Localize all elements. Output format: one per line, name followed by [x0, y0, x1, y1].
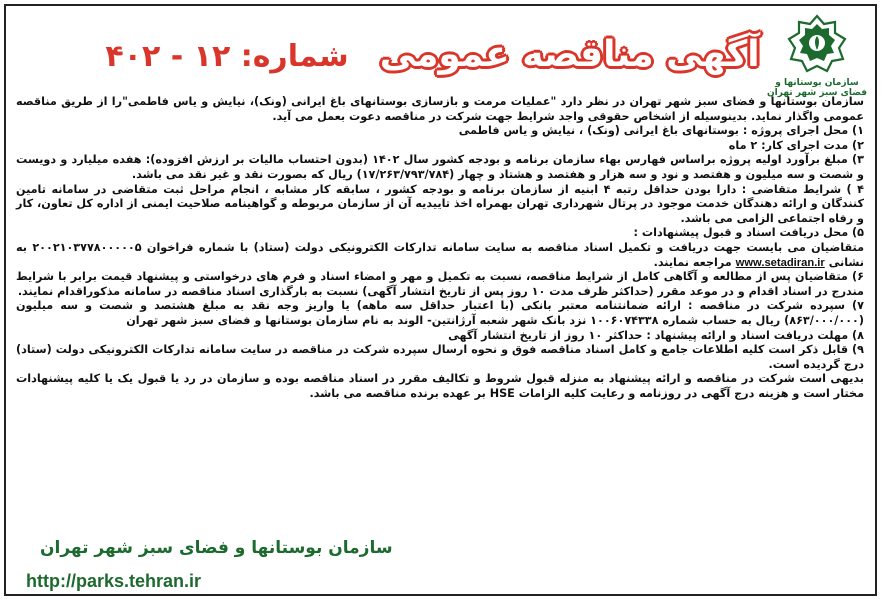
- item-6-submission: ۶) متقاضیان پس از مطالعه و آگاهی کامل از شرایط مناقصه، نسبت به تکمیل و مهر و امضاء اسناد و فرم های درخواستی و پیشنهاد قیمت برابر با شرایط مندرج در اسناد اقدام و در موعد مقرر (حداکثر ظرف مدت ۱۰ روز پس از تاریخ انتشار آگهی) نسبت به بارگذاری اسناد مناقصه در سامانه مذکوراقدام نمایند.: [16, 270, 864, 298]
- item-1-location: ۱) محل اجرای پروژه : بوستانهای باغ ایرانی (ونک) ، نیایش و یاس فاطمی: [458, 124, 864, 138]
- item-8-deadline: ۸) مهلت دریافت اسناد و ارائه پیشنهاد : حداکثر ۱۰ روز از تاریخ انتشار آگهی: [448, 328, 864, 342]
- item-3-estimate: ۳) مبلغ برآورد اولیه پروژه براساس فهارس بهاء سازمان برنامه و بودجه کشور سال ۱۴۰۲ (بدون احتساب مالیات بر ارزش افزوده): هفده میلیارد و دویست و شصت و سه میلیون و هفتصد و نود و سه هزار و هفتصد و هشتاد و چهار (۱۷/۲۶۳/۷۹۳/۷۸۴) ریال که بصورت نقد و غیر نقد می باشد.: [16, 153, 865, 181]
- item-5-heading: ۵) محل دریافت اسناد و قبول پیشنهادات :: [633, 226, 864, 240]
- intro-paragraph: سازمان بوستانها و فضای سبز شهر تهران در نظر دارد "عملیات مرمت و بازسازی بوستانهای باغ ایرانی (ونک)، نیایش و یاس فاطمی"را از طریق مناقصه عمومی واگذار نماید. بدینوسیله از اشخاص حقوقی واجد شرایط جهت شرکت در مناقصه دعوت بعمل می آید.: [16, 95, 864, 123]
- advertisement-body: [16, 95, 864, 401]
- tender-number: شماره: ۱۲ - ۴۰۲: [105, 39, 349, 74]
- item-4-requirements: ۴ ) شرایط متقاضی : دارا بودن حداقل رتبه ۴ ابنیه از سازمان برنامه و بودجه کشور ، سابقه کار مشابه ، انجام مراحل ثبت متقاضی در سامانه تامین کنندگان و ارائه دهندگان خدمت موجود در پرتال شهرداری تهران بهمراه اخذ تاییدیه آن از سازمان مربوطه و گواهینامه صلاحیت ایمنی از اداره کل تعاون، کار و رفاه اجتماعی الزامی می باشد.: [16, 182, 864, 225]
- setadiran-link[interactable]: www.setadiran.ir: [735, 256, 825, 269]
- item-5-text: [16, 241, 864, 270]
- item-2-duration: ۲) مدت اجرای کار: ۲ ماه: [728, 138, 864, 152]
- item-7-deposit: ۷) سپرده شرکت در مناقصه : ارائه ضمانتنامه معتبر بانکی (با اعتبار حداقل سه ماهه) یا واریز وجه نقد به مبلغ هشتصد و شصت و سه میلیون (۸۶۳/۰۰۰/۰۰۰) ریال به حساب شماره ۱۰۰۶۰۷۴۳۳۸ نزد بانک شهر شعبه آرژانتین- الوند به نام سازمان بوستانها و فضای سبز شهر تهران: [16, 299, 864, 327]
- footer-organization: سازمان بوستانها و فضای سبز شهر تهران: [40, 538, 393, 558]
- closing-paragraph: بدیهی است شرکت در مناقصه و ارائه پیشنهاد به منزله قبول شروط و تکالیف مقرر در اسناد مناقصه بوده و سازمان در رد یا قبول یک یا کلیه پیشنهادات مختار است و هزینه درج آگهی در روزنامه و رعایت کلیه الزامات HSE بر عهده برنده مناقصه می باشد.: [16, 372, 864, 400]
- footer-website-link[interactable]: http://parks.tehran.ir: [26, 571, 202, 591]
- title-block: [0, 34, 883, 75]
- item-9-info: ۹) قابل ذکر است کلیه اطلاعات جامع و کامل اسناد مناقصه فوق و نحوه ارسال سپرده شرکت در مناقصه در سایت سامانه تدارکات الکترونیکی دولت (ستاد) درج گردیده است.: [16, 343, 864, 371]
- page-title: آگهی مناقصه عمومی: [379, 34, 760, 75]
- logo-caption: سازمان بوستانها و فضای سبز شهر تهران: [767, 78, 867, 98]
- item-5-text-before: متقاضیان می بایست جهت دریافت و تکمیل اسناد مناقصه به سایت سامانه تدارکات الکترونیکی دولت (ستاد) با شماره فراخوان ۲۰۰۲۱۰۳۷۷۸۰۰۰۰۰۵ به نشانی: [16, 240, 864, 269]
- item-5-text-after: مراجعه نمایند.: [653, 255, 732, 269]
